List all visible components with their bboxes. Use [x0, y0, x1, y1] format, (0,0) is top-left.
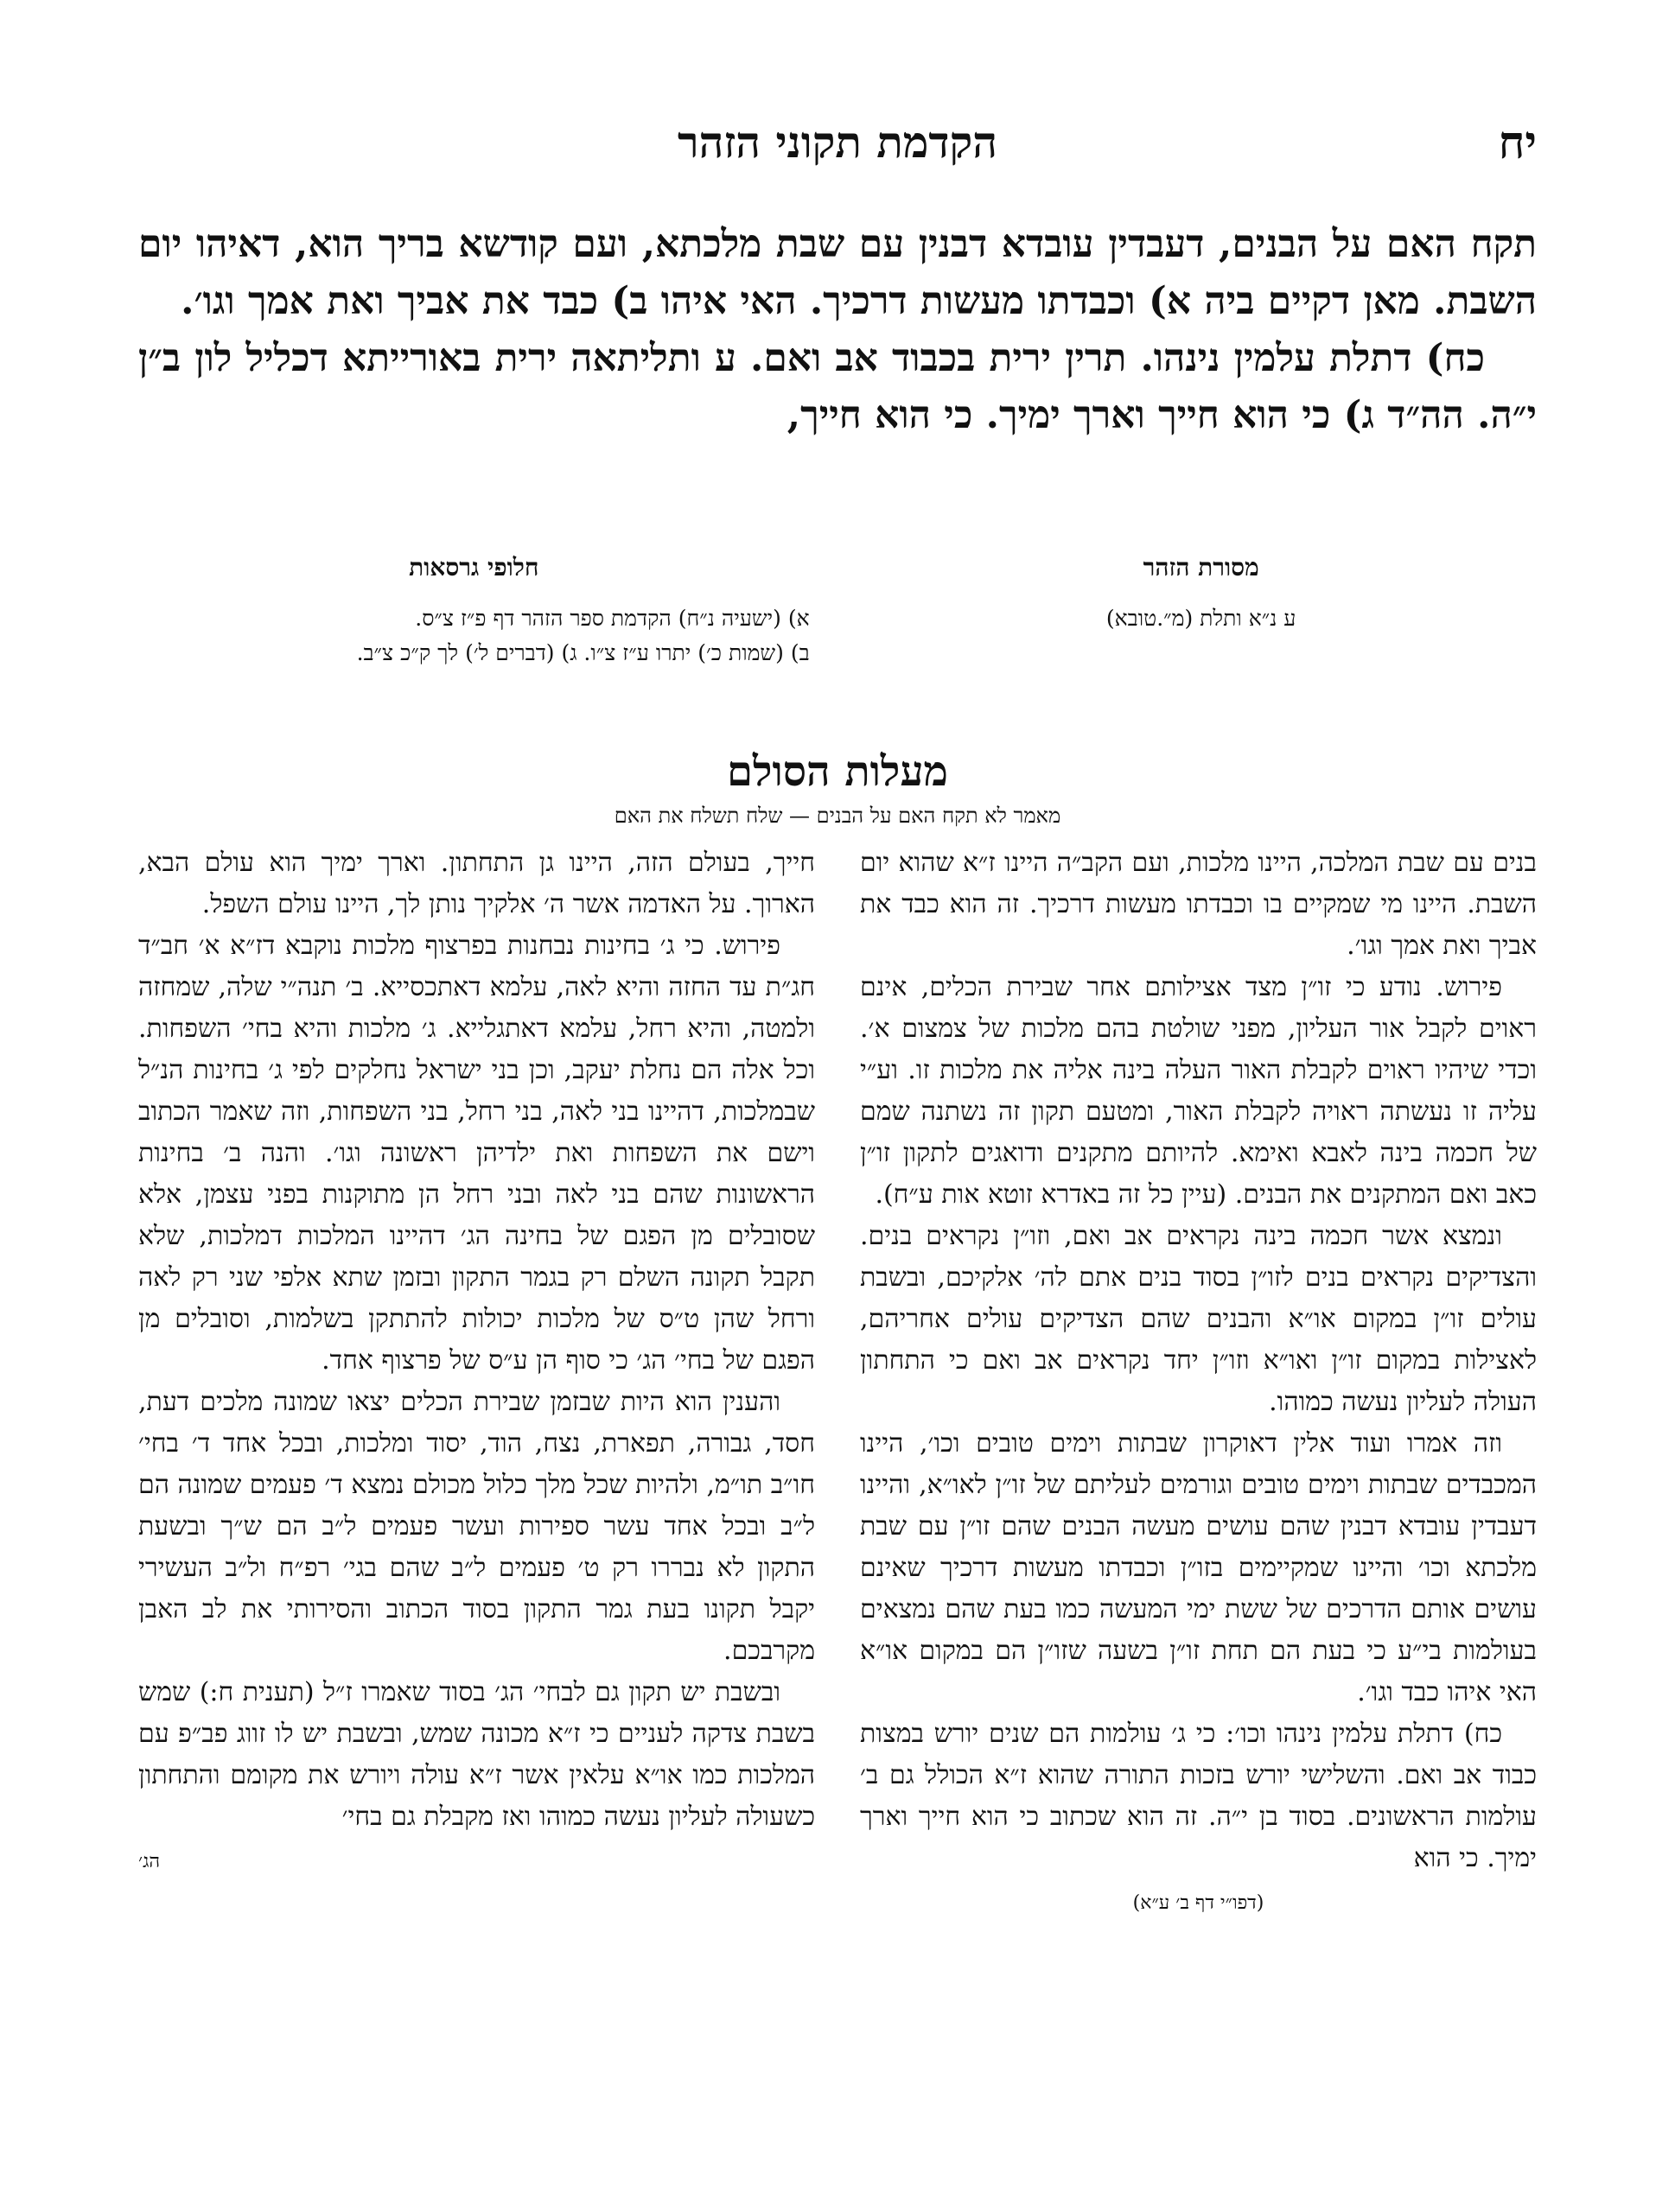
- commentary-paragraph: פירוש. נודע כי זו״ן מצד אצילותם אחר שבירת הכלים, אינם ראוים לקבל אור העליון, מפני שולטת בהם מלכות של צמצום א׳. וכדי שיהיו ראוים לקבלת האור העלה בינה אליה את מלכות זו. וע״י עליה זו נעשתה ראויה לקבלת האור, ומטעם תקון זה נשתנה שמם של חכמה בינה לאבא ואימא. להיותם מתקנים ודואגים לתקון זו״ן כאב ואם המתקנים את הבנים. (עיין כל זה באדרא זוטא אות ע״ח).: [860, 972, 1537, 1210]
- notes-heading: חלופי גרסאות: [409, 553, 539, 582]
- commentary-title: מעלות הסולם: [727, 747, 948, 796]
- commentary-left-column: [138, 842, 815, 1883]
- zohar-main-text: [138, 216, 1537, 444]
- commentary-paragraph: חייך, בעולם הזה, היינו גן התחתון. וארך ימיך הוא עולם הבא, הארוך. על האדמה אשר ה׳ אלקיך נותן לך, היינו עולם השפל.: [138, 848, 815, 919]
- commentary-paragraph: פירוש. כי ג׳ בחינות נבחנות בפרצוף מלכות נוקבא דז״א א׳ חב״ד חג״ת עד החזה והיא לאה, עלמא דאתכסייא. ב׳ תנה״י שלה, שמחזה ולמטה, והיא רחל, עלמא דאתגלייא. ג׳ מלכות והיא בחי׳ השפחות. וכל אלה הם נחלת יעקב, וכן בני ישראל נחלקים לפי ג׳ בחינות הנ״ל שבמלכות, דהיינו בני לאה, בני רחל, בני השפחות, וזה שאמר הכתוב וישם את השפחות ואת ילדיהן ראשונה וגו׳. והנה ב׳ בחינות הראשונות שהם בני לאה ובני רחל הן מתוקנות בפני עצמן, אלא שסובלים מן הפגם של בחינה הג׳ דהיינו המלכות דמלכות, שלא תקבל תקונה השלם רק בגמר התקון ובזמן שתא אלפי שני רק לאה ורחל שהן ט״ס של מלכות יכולות להתתקן בשלמות, וסובלים מן הפגם של בחי׳ הג׳ כי סוף הן ע״ס של פרצוף אחד.: [138, 931, 815, 1376]
- commentary-right-column: [860, 842, 1537, 1924]
- commentary-paragraph: בנים עם שבת המלכה, היינו מלכות, ועם הקב״ה היינו ז״א שהוא יום השבת. היינו מי שמקיים בו וכבדתו מעשות דרכיך. זה הוא כבד את אביך ואת אמך וגו׳.: [860, 848, 1537, 961]
- notes-line: א) (ישעיה נ״ח) הקדמת ספר הזהר דף פ״ז צ״ס.: [415, 606, 810, 631]
- main-text-paragraph: כח) דתלת עלמין נינהו. תרין ירית בכבוד אב ואם. ע ותליתאה ירית באורייתא דכליל לון ב״ן י״ה. הה״ד ג) כי הוא חייך וארך ימיך. כי הוא חייך,: [138, 336, 1537, 437]
- chilufei-girsaot: [138, 553, 810, 671]
- masoret-hazohar: [865, 553, 1537, 636]
- page-number: יח: [1498, 117, 1537, 169]
- running-title: הקדמת תקוני הזהר: [678, 117, 997, 168]
- notes-line: ע נ״א ותלת (מ״.טובא): [1105, 606, 1296, 631]
- page-header: [138, 117, 1537, 177]
- page-reference: (דפו״י דף ב׳ ע״א): [1132, 1892, 1264, 1914]
- commentary-paragraph: וזה אמרו ועוד אלין דאוקרון שבתות וימים טובים וכו׳, היינו המכבדים שבתות וימים טובים וגורמים לעליתם של זו״ן לאו״א, והיינו דעבדין עובדא דבנין שהם עושים מעשה הבנים שהם זו״ן עם שבת מלכתא וכו׳ והיינו שמקיימים בזו״ן וכבדתו מעשות דרכיך שאינם עושים אותם הדרכים של ששת ימי המעשה כמו בעת שהם נמצאים בעולמות בי״ע כי בעת הם תחת זו״ן בשעה שזו״ן הם במקום או״א האי איהו כבד וגו׳.: [860, 1428, 1537, 1707]
- commentary-paragraph: ובשבת יש תקון גם לבחי׳ הג׳ בסוד שאמרו ז״ל (תענית ח:) שמש בשבת צדקה לעניים כי ז״א מכונה שמש, ובשבת יש לו זווג פב״פ עם המלכות כמו או״א עלאין אשר ז״א עולה ויורש את מקומם והתחתון כשעולה לעליון נעשה כמוהו ואז מקבלת גם בחי׳: [138, 1677, 815, 1832]
- commentary-paragraph: ונמצא אשר חכמה בינה נקראים אב ואם, וזו״ן נקראים בנים. והצדיקים נקראים בנים לזו״ן בסוד בנים אתם לה׳ אלקיכם, ובשבת עולים זו״ן במקום או״א והבנים שהם הצדיקים עולים אחריהם, לאצילות במקום זו״ן ואו״א וזו״ן יחד נקראים אב ואם כי התחתון העולה לעליון נעשה כמוהו.: [860, 1221, 1537, 1417]
- main-text-paragraph: תקח האם על הבנים, דעבדין עובדא דבנין עם שבת מלכתא, ועם קודשא בריך הוא, דאיהו יום השבת. מאן דקיים ביה א) וכבדתו מעשות דרכיך. האי איהו ב) כבד את אביך ואת אמך וגו׳.: [138, 222, 1537, 323]
- commentary-columns: [138, 842, 1537, 2164]
- notes-heading: מסורת הזהר: [1143, 553, 1259, 582]
- notes-section: [138, 553, 1537, 709]
- catchword: הג׳: [138, 1851, 160, 1872]
- commentary-subtitle: מאמר לא תקח האם על הבנים — שלח תשלח את האם: [614, 804, 1061, 828]
- notes-line: ב) (שמות כ׳) יתרו ע״ז צ״ו. ג) (דברים ל׳) לך ק״כ צ״ב.: [356, 640, 810, 665]
- commentary-paragraph: והענין הוא היות שבזמן שבירת הכלים יצאו שמונה מלכים דעת, חסד, גבורה, תפארת, נצח, הוד, יסוד ומלכות, ובכל אחד ד׳ בחי׳ חו״ב תו״מ, ולהיות שכל מלך כלול מכולם נמצא ד׳ פעמים שמונה הם ל״ב ובכל אחד עשר ספירות ועשר פעמים ל״ב הם ש״ך ובשעת התקון לא נבררו רק ט׳ פעמים ל״ב שהם בגי׳ רפ״ח ול״ב העשירי יקבל תקונו בעת גמר התקון בסוד הכתוב והסירותי את לב האבן מקרבכם.: [138, 1387, 815, 1666]
- commentary-paragraph: כח) דתלת עלמין נינהו וכו׳: כי ג׳ עולמות הם שנים יורש במצות כבוד אב ואם. והשלישי יורש בזכות התורה שהוא ז״א הכולל גם ב׳ עולמות הראשונים. בסוד בן י״ה. זה הוא שכתוב כי הוא חייך וארך ימיך. כי הוא: [860, 1719, 1537, 1873]
